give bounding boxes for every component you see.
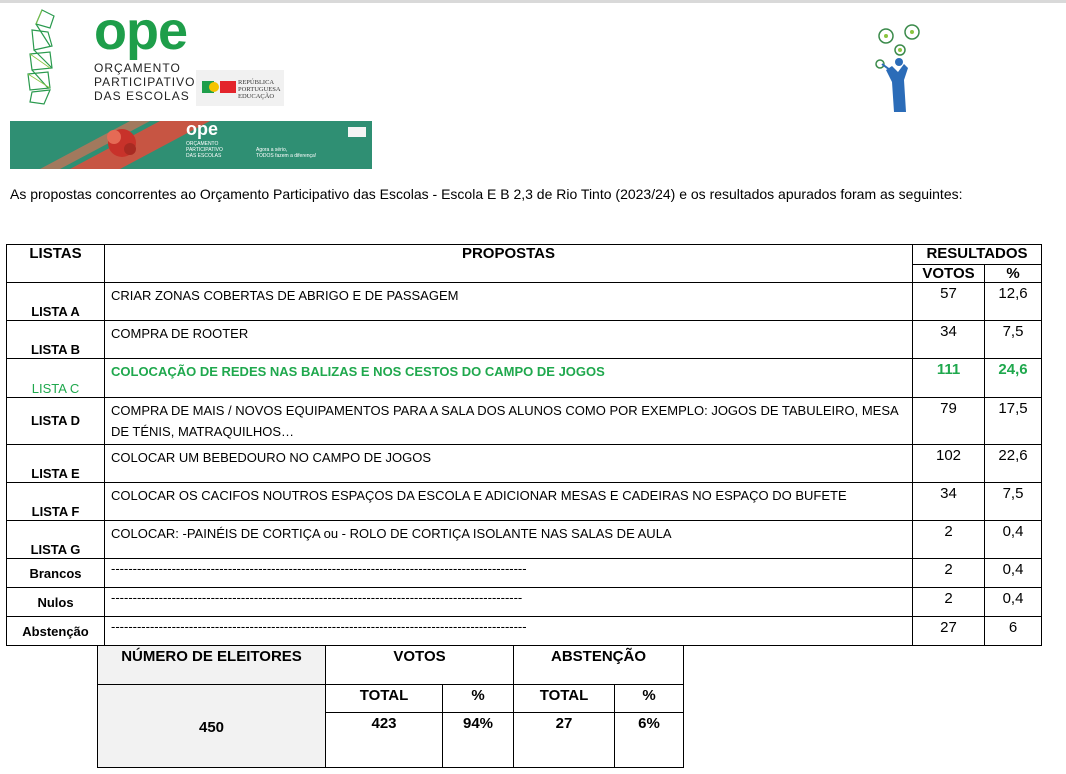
republica-portuguesa-logo: REPÚBLICA PORTUGUESA EDUCAÇÃO xyxy=(196,70,284,106)
ope-logo xyxy=(22,1,202,106)
table-row-nulos xyxy=(7,588,1042,617)
pct-value: 17,5 xyxy=(985,398,1042,445)
votos-value: 27 xyxy=(913,617,985,646)
table-row xyxy=(7,483,1042,521)
banner-tagline: Agora a sério, TODOS fazem a diferença! xyxy=(256,147,317,159)
abst-pct-value: 6% xyxy=(615,713,684,768)
nulos-label: Nulos xyxy=(7,588,105,617)
ope-wordmark: ope xyxy=(94,1,188,61)
pct-value: 6 xyxy=(985,617,1042,646)
lista-label: LISTA A xyxy=(7,283,105,321)
votos-value: 2 xyxy=(913,588,985,617)
eleitores-value: 450 xyxy=(98,685,326,768)
votos-value: 111 xyxy=(913,359,985,398)
votos-value: 57 xyxy=(913,283,985,321)
brancos-label: Brancos xyxy=(7,559,105,588)
table-row xyxy=(7,398,1042,445)
header-pct: % xyxy=(985,265,1042,283)
abstencao-header: ABSTENÇÃO xyxy=(514,646,684,685)
abst-total-value: 27 xyxy=(514,713,615,768)
pct-value: 0,4 xyxy=(985,588,1042,617)
pct-value: 0,4 xyxy=(985,521,1042,559)
lista-label: LISTA B xyxy=(7,321,105,359)
header-resultados: RESULTADOS xyxy=(913,245,1042,265)
ope-emblem-icon xyxy=(22,6,62,106)
proposta-text: COLOCAR UM BEBEDOURO NO CAMPO DE JOGOS xyxy=(105,445,913,483)
table-row-winner xyxy=(7,359,1042,398)
votos-header: VOTOS xyxy=(326,646,514,685)
header-propostas: PROPOSTAS xyxy=(105,245,913,283)
lista-label: LISTA E xyxy=(7,445,105,483)
pct-value: 0,4 xyxy=(985,559,1042,588)
votos-value: 79 xyxy=(913,398,985,445)
pct-value: 7,5 xyxy=(985,321,1042,359)
abst-total-header: TOTAL xyxy=(514,685,615,713)
table-row-brancos xyxy=(7,559,1042,588)
abstencao-label: Abstenção xyxy=(7,617,105,646)
proposta-text: COLOCAR OS CACIFOS NOUTROS ESPAÇOS DA ESCOLA E ADICIONAR MESAS E CADEIRAS NO ESPAÇO DO BUFETE xyxy=(105,483,913,521)
pct-value: 24,6 xyxy=(985,359,1042,398)
abst-pct-header: % xyxy=(615,685,684,713)
eleitores-header: NÚMERO DE ELEITORES xyxy=(98,646,326,685)
table-row xyxy=(7,283,1042,321)
header-listas: LISTAS xyxy=(7,245,105,283)
proposta-text: COLOCAR: -PAINÉIS DE CORTIÇA ou - ROLO DE CORTIÇA ISOLANTE NAS SALAS DE AULA xyxy=(105,521,913,559)
votos-pct-header: % xyxy=(443,685,514,713)
header-votos: VOTOS xyxy=(913,265,985,283)
table-row xyxy=(7,321,1042,359)
lista-label: LISTA F xyxy=(7,483,105,521)
ope-subtitle: ORÇAMENTO PARTICIPATIVO DAS ESCOLAS xyxy=(94,61,196,103)
pct-value: 22,6 xyxy=(985,445,1042,483)
statue-illustration-icon xyxy=(868,20,930,116)
proposta-text: COMPRA DE MAIS / NOVOS EQUIPAMENTOS PARA A SALA DOS ALUNOS COMO POR EXEMPLO: JOGOS DE TABULEIRO, MESA DE TÉNIS, MATRAQUILHOS… xyxy=(105,398,913,445)
intro-text: As propostas concorrentes ao Orçamento Participativo das Escolas - Escola E B 2,3 de Rio Tinto (2023/24) e os resultados apurados foram as seguintes: xyxy=(10,186,963,202)
pct-value: 7,5 xyxy=(985,483,1042,521)
portugal-flag-icon xyxy=(202,81,236,93)
summary-table xyxy=(97,645,684,768)
votos-total-value: 423 xyxy=(326,713,443,768)
votos-value: 102 xyxy=(913,445,985,483)
pct-value: 12,6 xyxy=(985,283,1042,321)
table-row xyxy=(7,521,1042,559)
lista-label: LISTA C xyxy=(7,359,105,398)
votos-value: 34 xyxy=(913,483,985,521)
abstencao-dash: ------------------------------------------------------------------------------------------------ xyxy=(105,617,913,646)
table-row xyxy=(7,445,1042,483)
proposta-text: CRIAR ZONAS COBERTAS DE ABRIGO E DE PASSAGEM xyxy=(105,283,913,321)
banner-subtitle: ORÇAMENTO PARTICIPATIVO DAS ESCOLAS xyxy=(186,141,223,159)
lista-label: LISTA D xyxy=(7,398,105,445)
nulos-dash: ----------------------------------------------------------------------------------------------- xyxy=(105,588,913,617)
results-table xyxy=(6,244,1042,646)
banner-wordmark: ope xyxy=(186,121,219,139)
proposta-text: COMPRA DE ROOTER xyxy=(105,321,913,359)
votos-pct-value: 94% xyxy=(443,713,514,768)
brancos-dash: ------------------------------------------------------------------------------------------------ xyxy=(105,559,913,588)
proposta-text: COLOCAÇÃO DE REDES NAS BALIZAS E NOS CESTOS DO CAMPO DE JOGOS xyxy=(105,359,913,398)
votos-total-header: TOTAL xyxy=(326,685,443,713)
ope-banner xyxy=(10,121,372,169)
table-row-abstencao xyxy=(7,617,1042,646)
votos-value: 34 xyxy=(913,321,985,359)
votos-value: 2 xyxy=(913,521,985,559)
votos-value: 2 xyxy=(913,559,985,588)
lista-label: LISTA G xyxy=(7,521,105,559)
